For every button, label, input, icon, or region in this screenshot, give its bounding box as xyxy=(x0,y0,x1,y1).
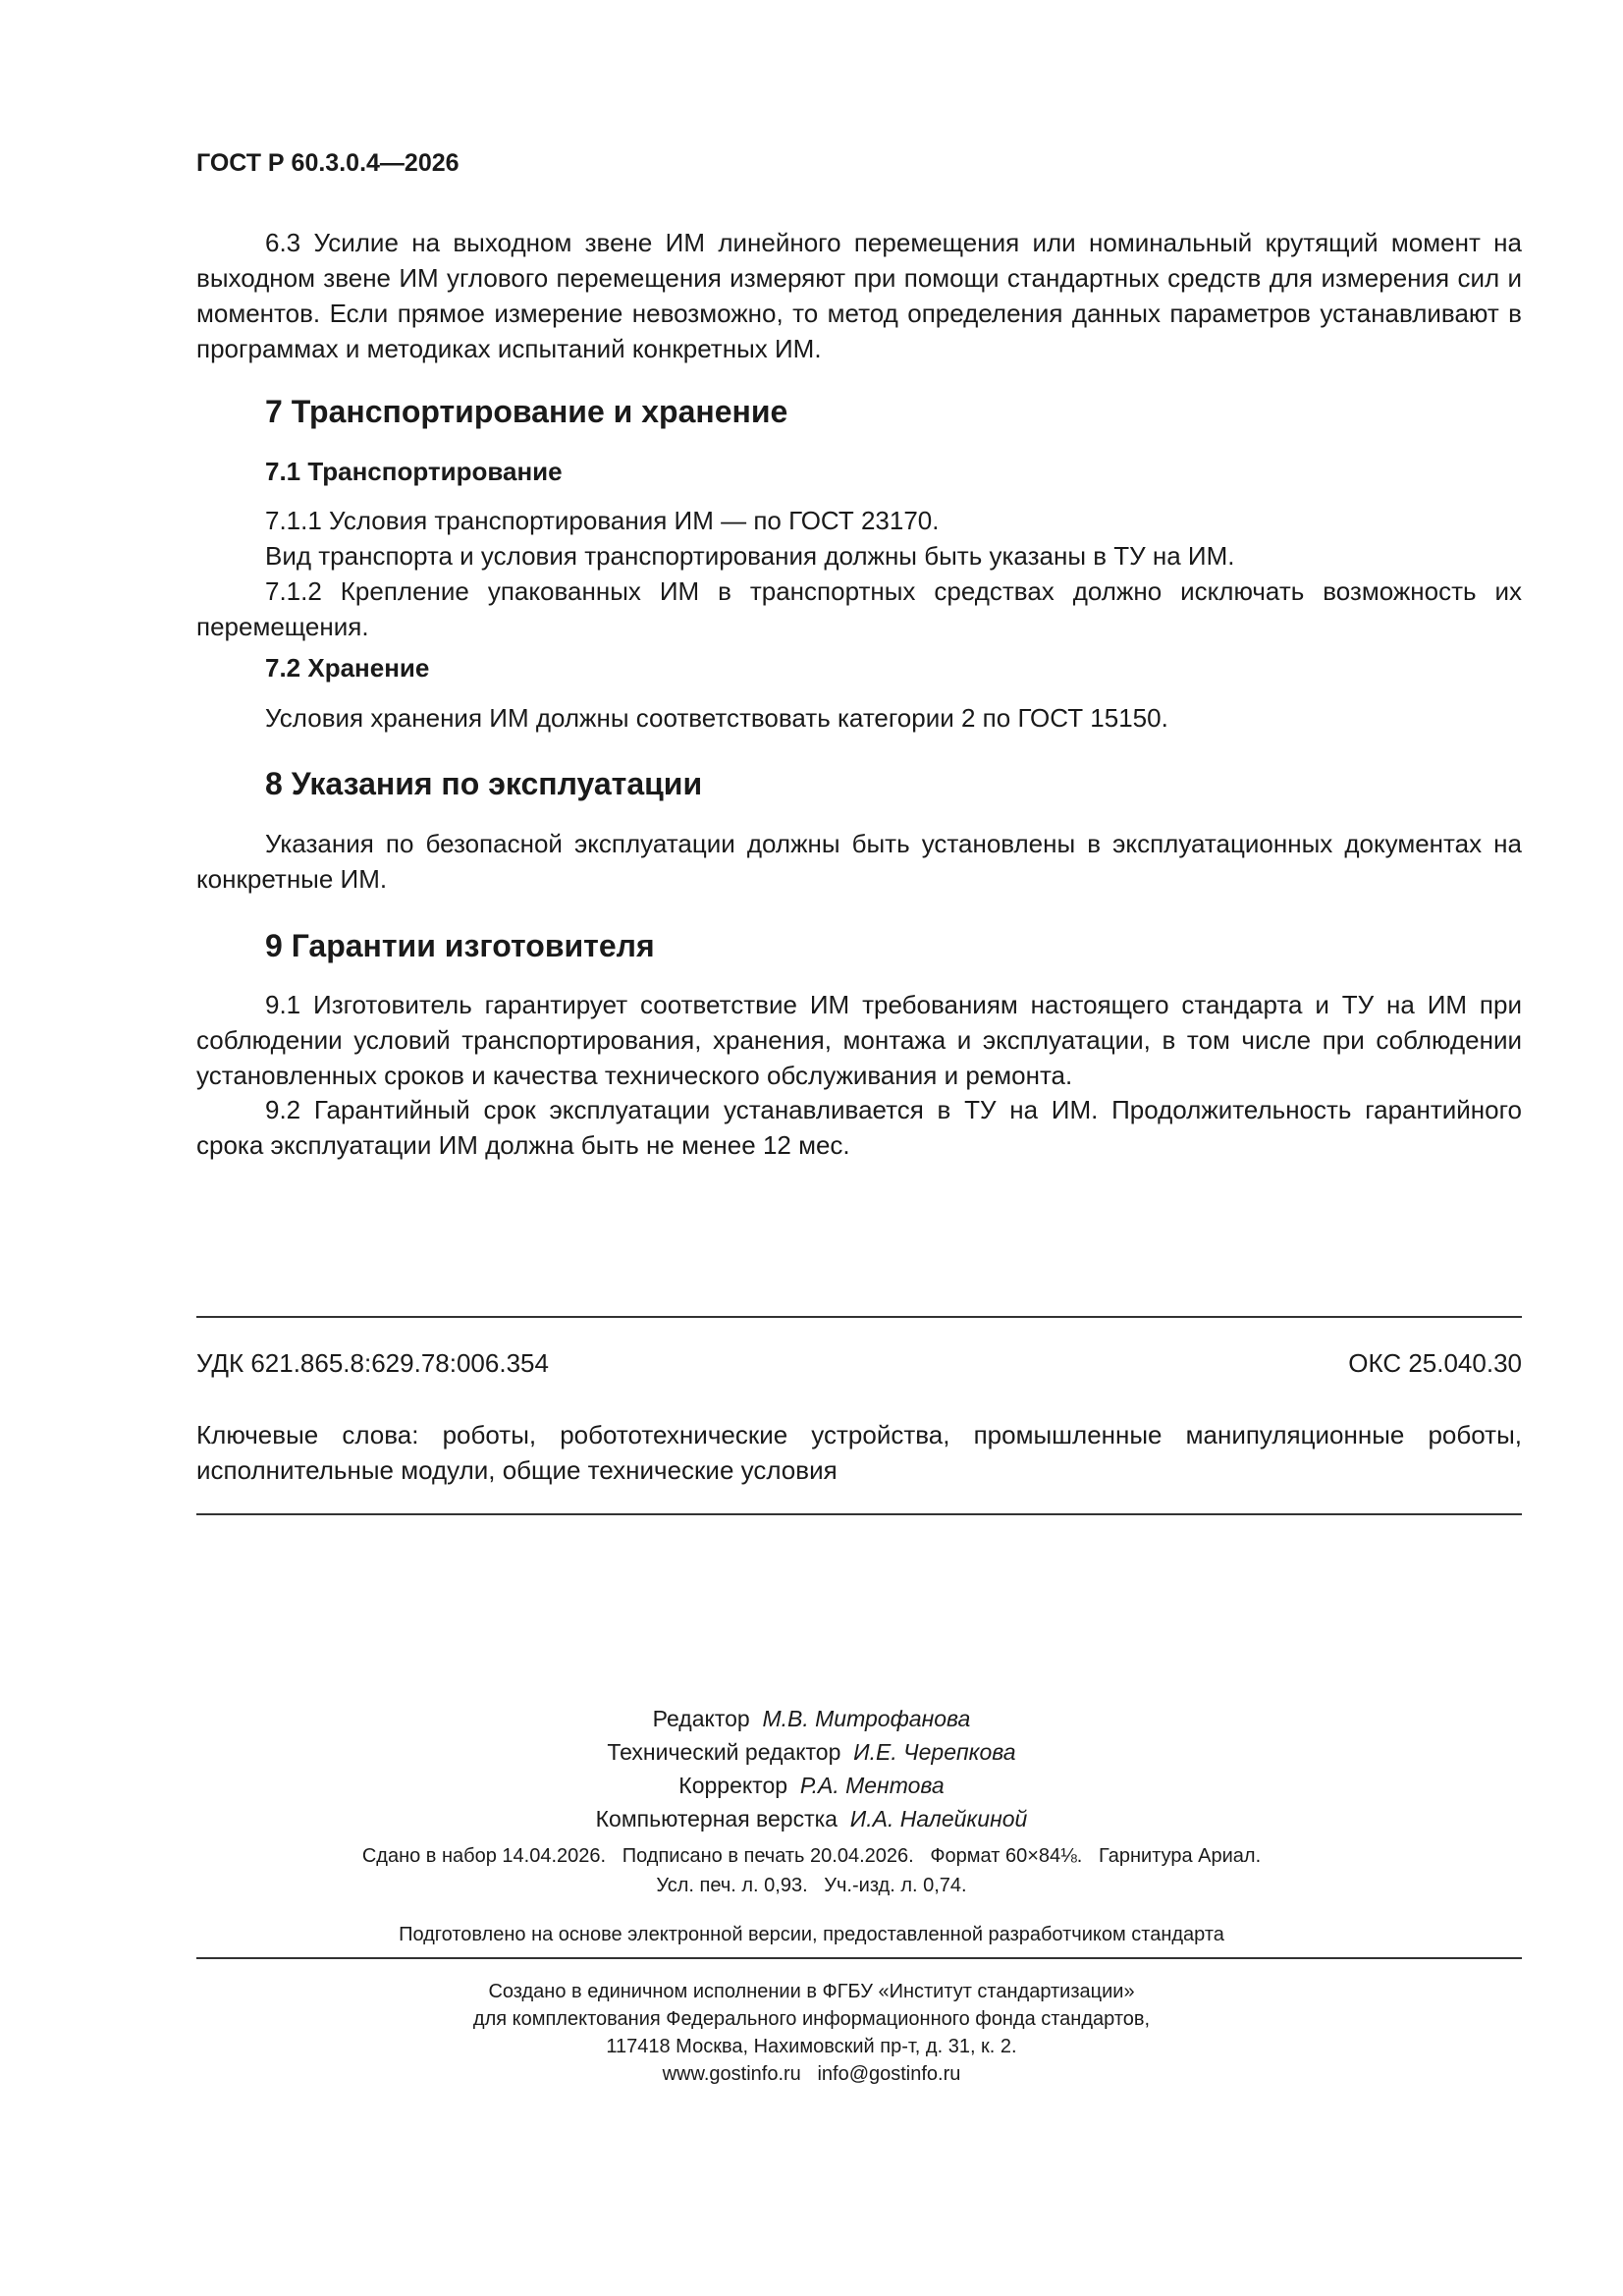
divider-footer xyxy=(196,1957,1522,1959)
imprint-footer xyxy=(0,1978,1623,2088)
credit-role: Компьютерная верстка xyxy=(595,1806,838,1831)
paragraph-6-3: 6.3 Усилие на выходном звене ИМ линейного перемещения или номинальный крутящий момент на выходном звене ИМ углового перемещения измеряют при помощи стандартных средств для измерения сил и моментов. Если прямое измерение невозможно, то метод определения данных параметров устанавливают в программах и методиках испытаний конкретных ИМ. xyxy=(196,228,1522,363)
classification-row xyxy=(196,1348,1522,1379)
footer-line-2: для комплектования Федерального информационного фонда стандартов, xyxy=(472,2008,1151,2030)
credit-editor xyxy=(0,1702,1623,1735)
document-header: ГОСТ Р 60.3.0.4—2026 xyxy=(196,149,460,177)
oks-code: ОКС 25.040.30 xyxy=(1348,1348,1522,1378)
paragraph-9-1: 9.1 Изготовитель гарантирует соответствие ИМ требованиям настоящего стандарта и ТУ на ИМ при соблюдении условий транспортирования, хранения, монтажа и эксплуатации, в том числе при соблюдении установленных сроков и качества технического обслуживания и ремонта. xyxy=(196,990,1522,1090)
paragraph-7-2: Условия хранения ИМ должны соответствовать категории 2 по ГОСТ 15150. xyxy=(265,703,1168,733)
divider-top xyxy=(196,1316,1522,1318)
footer-line-4: www.gostinfo.ru info@gostinfo.ru xyxy=(662,2063,961,2085)
credit-name: И.Е. Черепкова xyxy=(853,1739,1016,1765)
subsection-7-2-title: 7.2 Хранение xyxy=(265,653,430,683)
credit-name: И.А. Налейкиной xyxy=(849,1806,1028,1831)
credit-corrector xyxy=(0,1769,1623,1802)
paragraph-7-1-2: 7.1.2 Крепление упакованных ИМ в транспортных средствах должно исключать возможность их перемещения. xyxy=(196,576,1522,641)
footer-line-3: 117418 Москва, Нахимовский пр-т, д. 31, к. 2. xyxy=(606,2036,1017,2057)
paragraph-9-2: 9.2 Гарантийный срок эксплуатации устанавливается в ТУ на ИМ. Продолжительность гарантийного срока эксплуатации ИМ должна быть не менее 12 мес. xyxy=(196,1095,1522,1160)
credit-tech-editor xyxy=(0,1735,1623,1769)
publication-line-2: Усл. печ. л. 0,93. Уч.-изд. л. 0,74. xyxy=(656,1875,967,1896)
credits-block xyxy=(0,1702,1623,1835)
prepared-note: Подготовлено на основе электронной версии, предоставленной разработчиком стандарта xyxy=(399,1924,1224,1945)
footer-line-1: Создано в единичном исполнении в ФГБУ «Институт стандартизации» xyxy=(488,1981,1135,2002)
udk-code: УДК 621.865.8:629.78:006.354 xyxy=(196,1348,549,1378)
paragraph-7-1-1-b: Вид транспорта и условия транспортирования должны быть указаны в ТУ на ИМ. xyxy=(265,541,1235,571)
credit-layout xyxy=(0,1802,1623,1835)
section-7-title: 7 Транспортирование и хранение xyxy=(265,394,788,429)
section-9-title: 9 Гарантии изготовителя xyxy=(265,928,655,963)
credit-role: Редактор xyxy=(652,1706,750,1731)
subsection-7-1-title: 7.1 Транспортирование xyxy=(265,457,563,486)
credit-role: Корректор xyxy=(678,1773,788,1798)
publication-info xyxy=(0,1841,1623,1900)
publication-line-1: Сдано в набор 14.04.2026. Подписано в печать 20.04.2026. Формат 60×84⅛. Гарнитура Ариал. xyxy=(361,1845,1262,1867)
paragraph-7-1-1: 7.1.1 Условия транспортирования ИМ — по ГОСТ 23170. xyxy=(265,506,940,535)
credit-name: М.В. Митрофанова xyxy=(762,1706,971,1731)
paragraph-8: Указания по безопасной эксплуатации должны быть установлены в эксплуатационных документах на конкретные ИМ. xyxy=(196,829,1522,894)
credit-role: Технический редактор xyxy=(607,1739,841,1765)
divider-keywords xyxy=(196,1513,1522,1515)
credit-name: Р.А. Ментова xyxy=(799,1773,945,1798)
keywords: Ключевые слова: роботы, робототехнические устройства, промышленные манипуляционные роботы, исполнительные модули, общие технические условия xyxy=(196,1420,1522,1485)
section-8-title: 8 Указания по эксплуатации xyxy=(265,766,703,801)
